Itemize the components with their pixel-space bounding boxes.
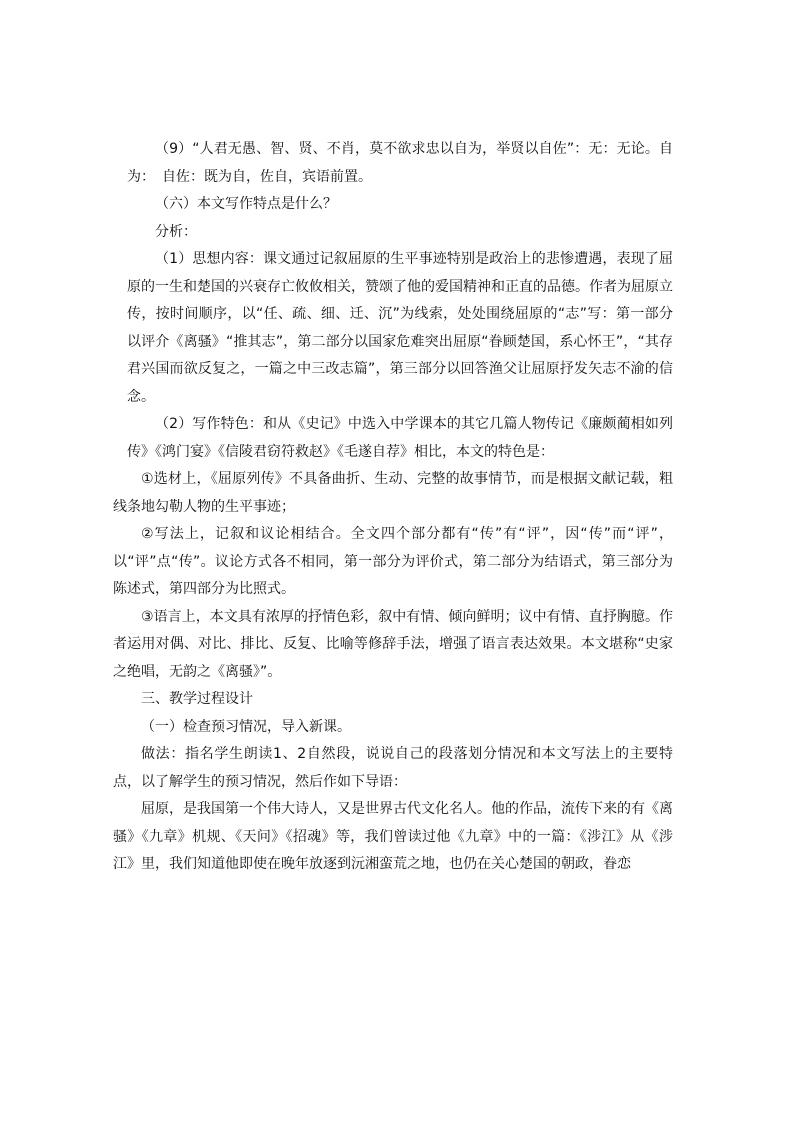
- paragraph-ideological-content: （1）思想内容：课文通过记叙屈原的生平事迹特别是政治上的悲惨遭遇，表现了屈原的一生和楚国的兴衰存亡攸攸相关，赞颂了他的爱国精神和正直的品德。作者为屈原立传，按时间顺序，以“任、疏、细、迁、沉”为线索，处处围绕屈原的“志”写：第一部分以评介《离骚》“推其志”，第二部分以国家危难突出屈原“眷顾楚国，系心怀王”，“其存君兴国而欲反复之，一篇之中三改志篇”，第三部分以回答渔父让屈原抒发矢志不渝的信念。: [127, 251, 673, 405]
- section-heading-teaching-process: 三、教学过程设计: [141, 691, 253, 707]
- paragraph-material-selection: ①选材上，《屈原列传》不具备曲折、生动、完整的故事情节，而是根据文献记载，粗线条地勾勒人物的生平事迹；: [113, 471, 673, 515]
- paragraph-analysis-label: 分析：: [155, 223, 197, 240]
- paragraph-writing-style: （2）写作特色：和从《史记》中选入中学课本的其它几篇人物传记《廉颇蔺相如列传》《鸿门宴》《信陵君窃符救赵》《毛遂自荐》相比，本文的特色是：: [127, 416, 673, 460]
- paragraph-language: ③语言上，本文具有浓厚的抒情色彩，叙中有情、倾向鲜明；议中有情、直抒胸臆。作者运用对偶、对比、排比、反复、比喻等修辞手法，增强了语言表达效果。本文堪称“史家之绝唱，无韵之《离骚》”。: [113, 608, 673, 680]
- subsection-heading-preview-check: （一）检查预习情况，导入新课。: [141, 718, 351, 735]
- paragraph-heading-writing-features: （六）本文写作特点是什么？: [155, 196, 337, 212]
- paragraph-introduction-qu-yuan: 屈原，是我国第一个伟大诗人，又是世界古代文化名人。他的作品，流传下来的有《离骚》《九章》机规、《天问》《招魂》等，我们曾读过他《九章》中的一篇：《涉江》从《涉江》里，我们知道他即使在晚年放逐到沅湘蛮荒之地，也仍在关心楚国的朝政，眷恋: [113, 801, 673, 872]
- paragraph-note-9: （9）“人君无愚、智、贤、不肖，莫不欲求忠以自为，举贤以自佐”：无：无论。自为： 自佐：既为自，佐自，宾语前置。: [127, 141, 673, 185]
- document-body: [113, 136, 673, 879]
- paragraph-method: 做法：指名学生朗读1、2自然段，说说自己的段落划分情况和本文写法上的主要特点，以了解学生的预习情况，然后作如下导语：: [113, 746, 673, 790]
- paragraph-writing-method: ②写法上，记叙和议论相结合。全文四个部分都有“传”有“评”，因“传”而“评”，以“评”点“传”。议论方式各不相同，第一部分为评价式，第二部分为结语式，第三部分为陈述式，第四部分为比照式。: [113, 526, 673, 597]
